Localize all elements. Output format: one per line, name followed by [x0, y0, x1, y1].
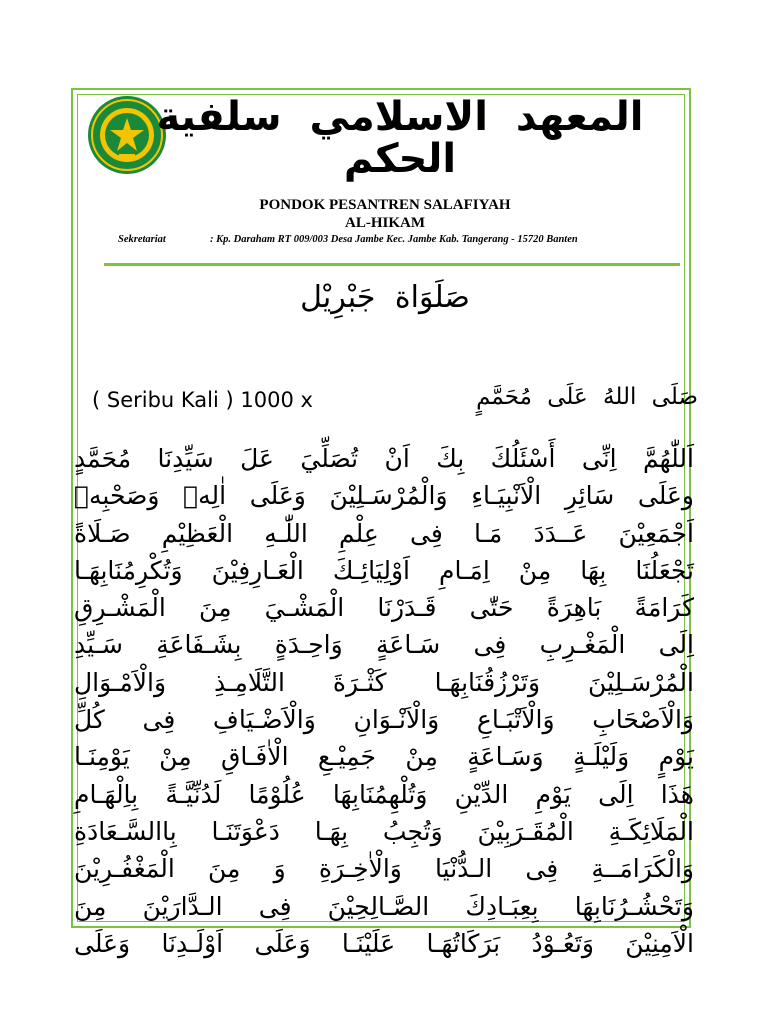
- prayer-line: الْاَمِنِيْنَ وَتَعُـوْدُ بَرَكَاتُهَـا عَلَيْنَـا وَعَلَى اَوْلَـدِنَا وَعَلَى: [74, 928, 694, 958]
- address-label: Sekretariat: [118, 234, 166, 245]
- institution-title-arabic: المعهد الاسلامي سلفية الحكم: [156, 94, 644, 182]
- institution-name: [90, 196, 680, 232]
- recitation-count: ( Seribu Kali ) 1000 x: [92, 388, 313, 412]
- address-line: [118, 234, 678, 245]
- institution-name-line2: AL-HIKAM: [345, 215, 425, 231]
- address-text: : Kp. Daraham RT 009/003 Desa Jambe Kec. Jambe Kab. Tangerang - 15720 Banten: [210, 234, 578, 245]
- prayer-line: وَالْكَرَامَــةِ فِى الـدُّنْيَا وَالْاٰخِـرَةِ وَ مِنَ الْمَغْفُـرِيْنَ: [74, 854, 694, 884]
- prayer-line: اَجْمَعِيْنَ عَــدَدَ مَـا فِى عِلْمِ اللّٰـهِ الْعَظِيْمِ صَـلَاةً: [74, 518, 694, 548]
- prayer-line: الْمُرْسَـلِيْنَ وَتَرْزُقُنَابِهَـا كَثْـرَةَ التَّلَامِـذِ وَالْاَمْـوَالِ: [74, 667, 694, 697]
- prayer-line: وَالْاَصْحَابِ وَالْاَتْبَـاعِ وَالْاَنْـوَانِ وَالْاَضْـيَافِ فِى كُلِّ: [74, 705, 694, 735]
- prayer-line: هَذَا اِلَى يَوْمِ الدِّيْنِ وَتُلْهِمُنَابِهَا عُلُوْمًا لَدُنِّيَّـةً بِاِلْهَـامِ: [74, 779, 694, 809]
- recitation-phrase-arabic: صَلَى اللهُ عَلَى مُحَمَّمٍ: [476, 384, 698, 410]
- prayer-body: [74, 440, 694, 958]
- prayer-line: وعَلَى سَائِرِ الْاَنْبِيَـاءِ وَالْمُرْسَـلِيْنَ وَعَلَى اٰلِهٖ وَصَحْبِهٖ: [74, 481, 694, 511]
- institution-name-line1: PONDOK PESANTREN SALAFIYAH: [259, 197, 511, 213]
- prayer-line: يَوْمٍ وَلَيْلَـةٍ وَسَـاعَةٍ مِنْ جَمِيْـعِ الْاٰفَـاقِ مِنْ يَوْمِنَـا: [74, 742, 694, 772]
- prayer-line: تَجْعَلُنَا بِهَا مِنْ اِمَـامِ اَوْلِيَائِـكَ الْعَـارِفِيْنَ وَتُكْرِمُنَابِهَـا: [74, 555, 694, 585]
- recitation-count-row: [90, 384, 700, 424]
- header-divider: [104, 263, 680, 266]
- prayer-line: كَرَامَةً بَاهِرَةً حَتّٰى قَـدَرْنَا الْمَشْـيَ مِنَ الْمَشْـرِقِ: [74, 593, 694, 623]
- prayer-line: الْمَلَائِكَـةِ الْمُقَـرَبِيْنَ وَتُجِبُ بِهَـا دَعْوَتَنَـا بِاالسَّـعَادَةِ: [74, 816, 694, 846]
- prayer-line: اِلَى الْمَغْـرِبِ فِى سَـاعَةٍ وَاحِـدَةٍ بِشَـفَاعَةِ سَـيِّدِ: [74, 630, 694, 660]
- prayer-line: اَللّٰهُمَّ اِنِّى أَسْئَلُكَ بِكَ اَنْ تُصَلِّيَ عَلَ سَيِّدِنَا مُحَمَّدٍ: [74, 444, 694, 473]
- prayer-title: صَلَوَاة جَبْرِيْل: [300, 280, 470, 315]
- prayer-line: وَتَحْشُـرُنَابِهَا بِعِبَـادِكَ الصَّـالِحِيْنَ فِى الـدَّارَيْنَ مِنَ: [74, 891, 694, 921]
